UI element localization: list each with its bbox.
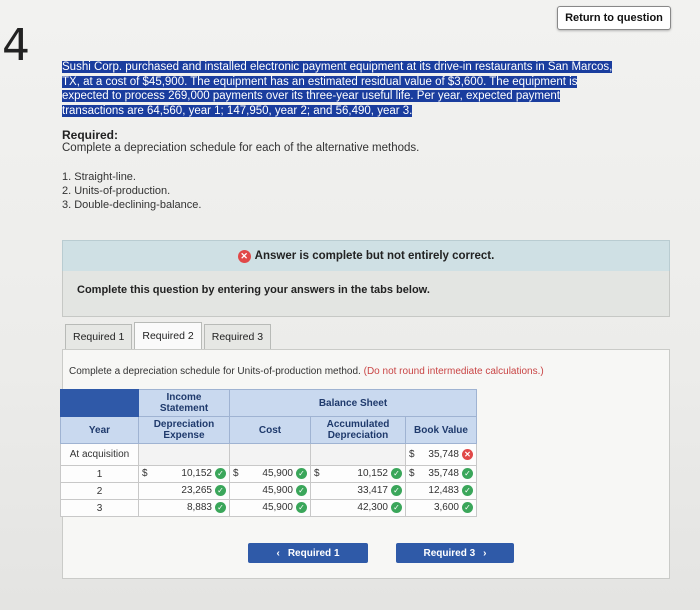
instruction (69, 366, 544, 377)
header-book-value: Book Value (406, 417, 477, 444)
next-required-button[interactable] (396, 543, 514, 563)
accumulated-input[interactable]: 33,417 (357, 485, 388, 497)
check-icon: ✓ (296, 485, 307, 496)
accumulated-cell[interactable] (311, 466, 406, 483)
tab-required-3[interactable]: Required 3 (204, 324, 271, 349)
year-cell: 3 (61, 500, 139, 517)
problem-line: transactions are 64,560, year 1; 147,950, year 2; and 56,490, year 3. (62, 104, 413, 117)
method-item: 2. Units-of-production. (62, 185, 171, 197)
problem-line: Sushi Corp. purchased and installed electronic payment equipment at its drive-in restaurants in San Marcos, (62, 61, 613, 73)
accumulated-input[interactable]: 10,152 (357, 468, 388, 480)
previous-button-label: Required 1 (287, 547, 340, 559)
return-to-question-button[interactable]: Return to question (557, 6, 671, 30)
tab-required-1[interactable]: Required 1 (65, 324, 132, 349)
book-value-input[interactable]: 12,483 (428, 485, 459, 497)
required-heading: Required: (62, 128, 119, 142)
problem-line: TX, at a cost of $45,900. The equipment has an estimated residual value of $3,600. The equipment is (62, 75, 578, 88)
depreciation-cell[interactable] (139, 483, 230, 500)
instruction-note: (Do not round intermediate calculations.) (363, 366, 544, 377)
header-spacer (61, 390, 139, 417)
depreciation-cell (139, 444, 230, 466)
accumulated-input[interactable]: 42,300 (357, 502, 388, 514)
accumulated-cell[interactable] (311, 500, 406, 517)
year-cell: 1 (61, 466, 139, 483)
method-item: 1. Straight-line. (62, 171, 136, 183)
method-item: 3. Double-declining-balance. (62, 199, 202, 211)
banner-text: Answer is complete but not entirely correct. (254, 250, 495, 262)
currency-symbol: $ (142, 468, 148, 480)
currency-symbol: $ (233, 468, 239, 480)
depreciation-schedule-table (60, 389, 477, 517)
problem-statement (62, 60, 652, 118)
depreciation-cell[interactable] (139, 466, 230, 483)
check-icon: ✓ (215, 502, 226, 513)
depreciation-input[interactable]: 10,152 (181, 468, 212, 480)
header-accumulated: Accumulated Depreciation (311, 417, 406, 444)
check-icon: ✓ (391, 485, 402, 496)
next-button-label: Required 3 (423, 547, 476, 559)
instruction-panel (62, 271, 670, 317)
header-balance-sheet: Balance Sheet (230, 390, 477, 417)
depreciation-input[interactable]: 23,265 (181, 485, 212, 497)
header-income-statement: Income Statement (139, 390, 230, 417)
accumulated-cell[interactable] (311, 483, 406, 500)
accumulated-cell (311, 444, 406, 466)
year-cell: At acquisition (61, 444, 139, 466)
book-value-input[interactable]: 35,748 (428, 468, 459, 480)
book-value-cell[interactable] (406, 500, 477, 517)
book-value-input[interactable]: 3,600 (433, 502, 459, 514)
cost-cell (230, 444, 311, 466)
depreciation-cell[interactable] (139, 500, 230, 517)
previous-required-button[interactable] (248, 543, 368, 563)
cost-cell[interactable] (230, 466, 311, 483)
check-icon: ✓ (296, 468, 307, 479)
year-cell: 2 (61, 483, 139, 500)
instruction-text: Complete a depreciation schedule for Units-of-production method. (69, 366, 361, 377)
check-icon: ✓ (462, 485, 473, 496)
header-year: Year (61, 417, 139, 444)
header-depreciation: Depreciation Expense (139, 417, 230, 444)
depreciation-input[interactable]: 8,883 (186, 502, 212, 514)
book-value-cell[interactable] (406, 483, 477, 500)
book-value-input[interactable]: 35,748 (428, 449, 459, 461)
error-icon: ✕ (238, 250, 251, 263)
chevron-left-icon: ‹ (276, 547, 280, 559)
check-icon: ✓ (391, 502, 402, 513)
cost-input[interactable]: 45,900 (262, 502, 293, 514)
status-banner (62, 240, 670, 272)
book-value-cell[interactable] (406, 444, 477, 466)
check-icon: ✓ (215, 468, 226, 479)
cost-cell[interactable] (230, 500, 311, 517)
currency-symbol: $ (314, 468, 320, 480)
panel-text: Complete this question by entering your answers in the tabs below. (77, 284, 430, 296)
check-icon: ✓ (215, 485, 226, 496)
cost-input[interactable]: 45,900 (262, 468, 293, 480)
cost-cell[interactable] (230, 483, 311, 500)
currency-symbol: $ (409, 468, 415, 480)
problem-line: expected to process 269,000 payments over its three-year useful life. Per year, expected payment (62, 90, 560, 102)
check-icon: ✓ (391, 468, 402, 479)
check-icon: ✓ (462, 502, 473, 513)
currency-symbol: $ (409, 448, 415, 460)
required-text: Complete a depreciation schedule for each of the alternative methods. (62, 142, 420, 154)
check-icon: ✓ (462, 468, 473, 479)
tab-required-2[interactable]: Required 2 (134, 322, 201, 349)
chevron-right-icon: › (483, 547, 487, 559)
question-number: 4 (2, 20, 30, 71)
cost-input[interactable]: 45,900 (262, 485, 293, 497)
header-cost: Cost (230, 417, 311, 444)
tab-bar (65, 324, 273, 349)
incorrect-icon: ✕ (462, 449, 473, 460)
book-value-cell[interactable] (406, 466, 477, 483)
check-icon: ✓ (296, 502, 307, 513)
methods-list (62, 170, 201, 212)
